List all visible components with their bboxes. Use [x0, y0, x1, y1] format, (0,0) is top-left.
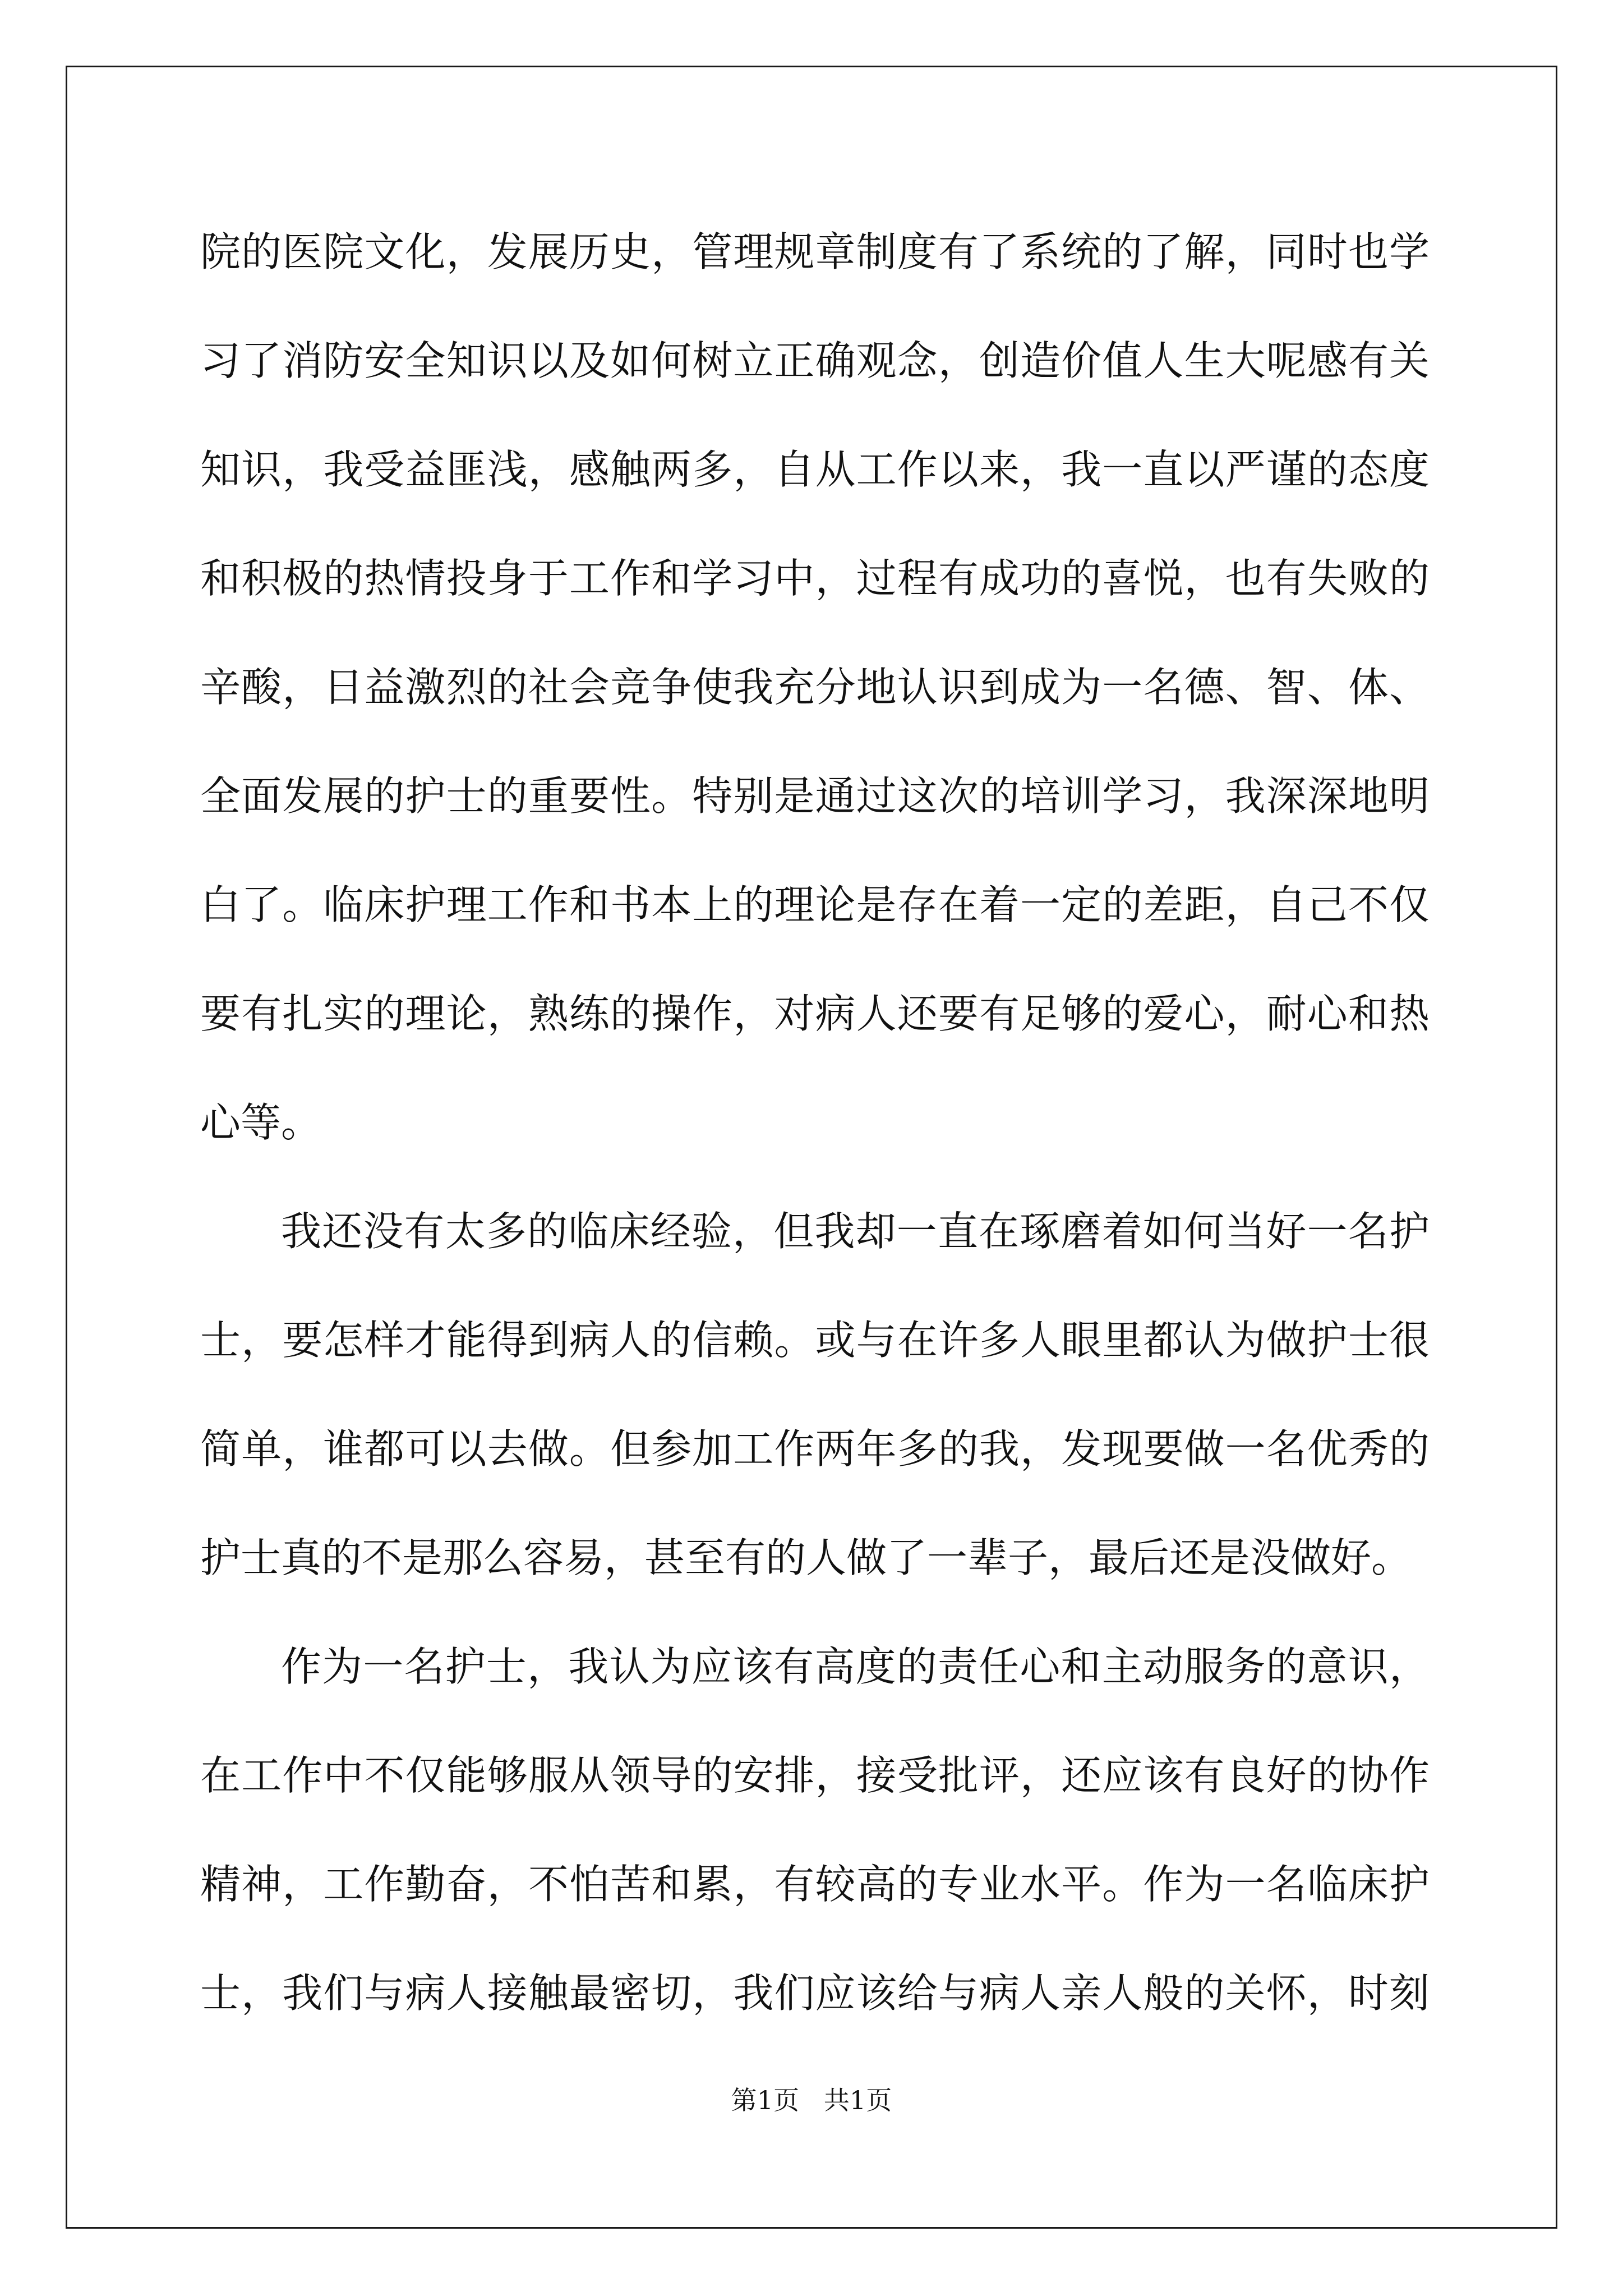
document-body: [200, 197, 1430, 2047]
text-line: 士，我们与病人接触最密切，我们应该给与病人亲人般的关怀，时刻: [200, 1970, 1430, 2017]
text-line: 我还没有太多的临床经验，但我却一直在琢磨着如何当好一名护: [281, 1208, 1430, 1255]
text-line: 简单，谁都可以去做。但参加工作两年多的我，发现要做一名优秀的: [200, 1425, 1430, 1473]
text-line: 辛酸，日益激烈的社会竞争使我充分地认识到成为一名德、智、体、: [200, 664, 1430, 711]
text-line: 院的医院文化，发展历史，管理规章制度有了系统的了解，同时也学: [200, 228, 1430, 275]
text-line: 和积极的热情投身于工作和学习中，过程有成功的喜悦，也有失败的: [200, 555, 1430, 602]
text-line: 全面发展的护士的重要性。特别是通过这次的培训学习，我深深地明: [200, 772, 1430, 820]
text-line: 要有扎实的理论，熟练的操作，对病人还要有足够的爱心，耐心和热: [200, 990, 1430, 1037]
text-line: 知识，我受益匪浅，感触两多，自从工作以来，我一直以严谨的态度: [200, 446, 1430, 493]
text-line: 士，要怎样才能得到病人的信赖。或与在许多人眼里都认为做护士很: [200, 1317, 1430, 1364]
page-number-footer: 第1页 共1页: [731, 2085, 892, 2115]
text-line: 作为一名护士，我认为应该有高度的责任心和主动服务的意识，: [281, 1643, 1430, 1690]
text-line: 护士真的不是那么容易，甚至有的人做了一辈子，最后还是没做好。: [200, 1534, 1412, 1581]
text-line: 习了消防安全知识以及如何树立正确观念，创造价值人生大呢感有关: [200, 337, 1430, 384]
text-line: 在工作中不仅能够服从领导的安排，接受批评，还应该有良好的协作: [200, 1752, 1430, 1799]
text-line: 精神，工作勤奋，不怕苦和累，有较高的专业水平。作为一名临床护: [200, 1861, 1430, 1908]
text-line: 白了。临床护理工作和书本上的理论是存在着一定的差距，自己不仅: [200, 881, 1430, 928]
text-line: 心等。: [200, 1099, 322, 1146]
